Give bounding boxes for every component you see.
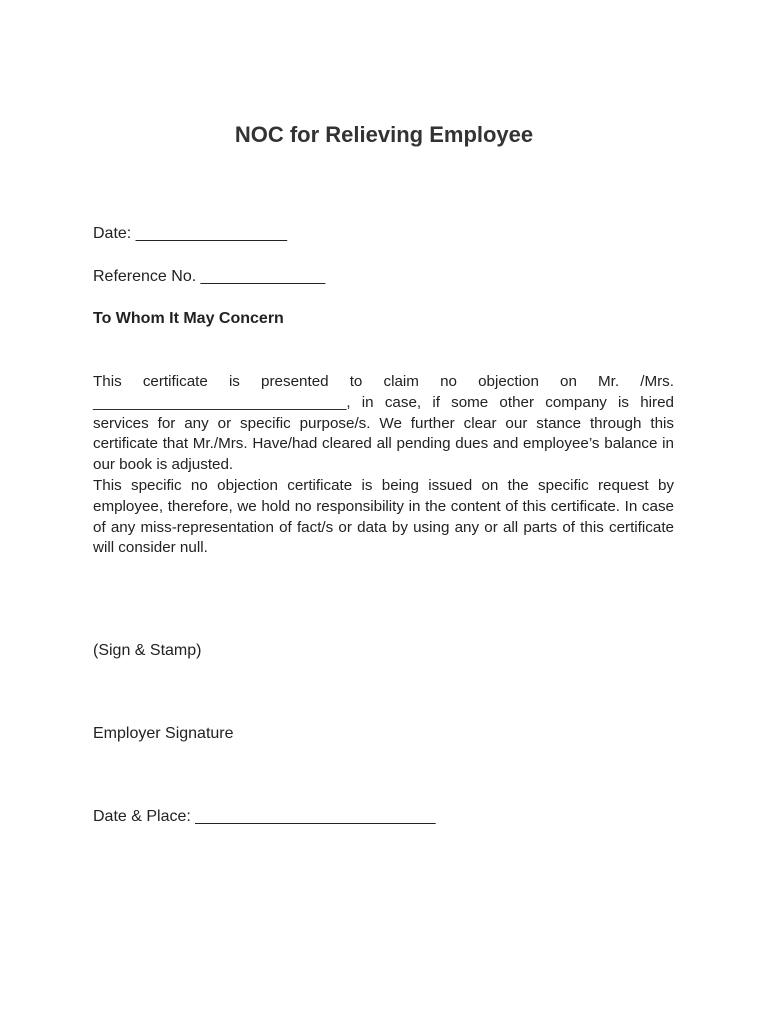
body-paragraph-1: This certificate is presented to claim no objection on Mr. /Mrs. ______________________________, in case, if some other company is hired services for any or specific purpose/s. We further clear our stance through this certificate that Mr./Mrs. Have/had cleared all pending dues and employee’s balance in our book is adjusted.	[93, 373, 674, 474]
date-field-line: Date: _________________	[93, 225, 287, 242]
sign-stamp-label: (Sign & Stamp)	[93, 642, 202, 659]
document-title: NOC for Relieving Employee	[234, 122, 534, 147]
employer-signature-label: Employer Signature	[93, 725, 234, 742]
date-place-line: Date & Place: ___________________________	[93, 808, 436, 825]
salutation: To Whom It May Concern	[93, 310, 284, 327]
reference-number-line: Reference No. ______________	[93, 268, 326, 285]
body-paragraph-2: This specific no objection certificate is being issued on the specific request by employee, therefore, we hold no responsibility in the content of this certificate. In case of any miss-representation of fact/s or data by using any or all parts of this certificate will consider null.	[93, 476, 674, 557]
certificate-body	[93, 372, 674, 559]
